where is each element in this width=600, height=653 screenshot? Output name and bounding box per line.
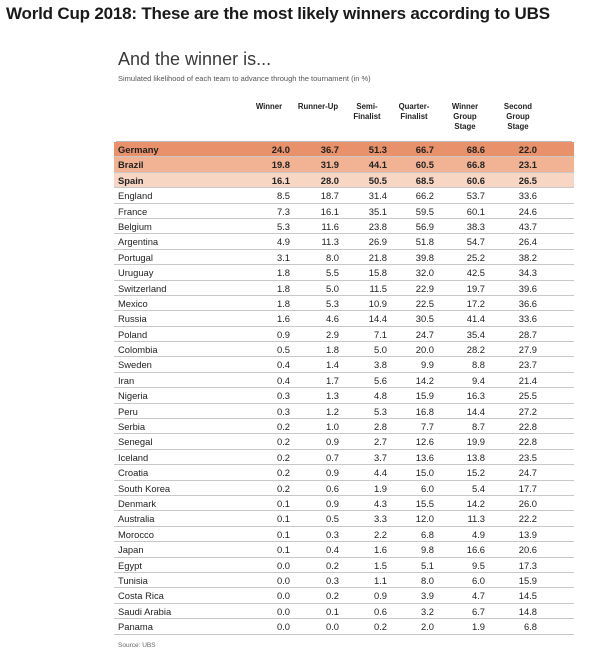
value-cell: 3.7 <box>373 451 387 463</box>
value-cell: 56.9 <box>415 220 434 232</box>
value-cell: 32.0 <box>415 267 434 279</box>
value-cell: 5.5 <box>325 267 339 279</box>
value-cell: 5.0 <box>325 282 339 294</box>
value-cell: 0.5 <box>325 513 339 525</box>
table-row <box>114 619 574 634</box>
value-cell: 53.7 <box>466 190 485 202</box>
column-header-line: Group <box>506 112 530 121</box>
value-cell: 0.1 <box>325 605 339 617</box>
team-name: Iran <box>118 374 135 386</box>
team-name: Uruguay <box>118 267 154 279</box>
table-body <box>114 142 574 635</box>
value-cell: 8.0 <box>325 251 339 263</box>
value-cell: 0.2 <box>325 559 339 571</box>
value-cell: 10.9 <box>368 297 387 309</box>
value-cell: 26.5 <box>518 174 537 186</box>
value-cell: 13.8 <box>466 451 485 463</box>
value-cell: 6.7 <box>471 605 485 617</box>
value-cell: 0.9 <box>373 590 387 602</box>
value-cell: 2.2 <box>373 528 387 540</box>
source-note: Source: UBS <box>118 642 156 649</box>
value-cell: 9.5 <box>471 559 485 571</box>
value-cell: 26.9 <box>368 236 387 248</box>
value-cell: 5.3 <box>276 220 290 232</box>
value-cell: 3.2 <box>420 605 434 617</box>
value-cell: 11.3 <box>467 513 485 525</box>
value-cell: 16.6 <box>466 544 485 556</box>
value-cell: 23.8 <box>368 220 387 232</box>
value-cell: 6.0 <box>471 574 485 586</box>
table-row <box>114 588 574 603</box>
value-cell: 14.8 <box>518 605 537 617</box>
table-row <box>114 327 574 342</box>
value-cell: 42.5 <box>466 267 485 279</box>
value-cell: 38.2 <box>518 251 537 263</box>
table-row <box>114 511 574 526</box>
team-name: Croatia <box>118 467 149 479</box>
column-header-line: Stage <box>454 122 476 131</box>
value-cell: 34.3 <box>518 267 537 279</box>
table-row <box>114 173 574 188</box>
table-row <box>114 558 574 573</box>
column-header-line: Group <box>453 112 477 121</box>
value-cell: 13.9 <box>518 528 537 540</box>
team-name: Peru <box>118 405 138 417</box>
value-cell: 22.8 <box>518 421 537 433</box>
value-cell: 44.1 <box>368 159 387 171</box>
value-cell: 24.7 <box>415 328 434 340</box>
team-name: Iceland <box>118 451 149 463</box>
value-cell: 68.5 <box>415 174 434 186</box>
value-cell: 24.7 <box>518 467 537 479</box>
team-name: South Korea <box>118 482 171 494</box>
value-cell: 8.7 <box>471 421 485 433</box>
value-cell: 19.8 <box>271 159 290 171</box>
value-cell: 38.3 <box>466 220 485 232</box>
value-cell: 3.8 <box>373 359 387 371</box>
column-header-line: Stage <box>507 122 529 131</box>
value-cell: 51.8 <box>415 236 434 248</box>
value-cell: 41.4 <box>466 313 485 325</box>
value-cell: 9.4 <box>471 374 485 386</box>
value-cell: 0.3 <box>325 574 339 586</box>
value-cell: 15.9 <box>415 390 434 402</box>
value-cell: 1.5 <box>373 559 387 571</box>
team-name: Egypt <box>118 559 142 571</box>
value-cell: 0.0 <box>325 621 339 633</box>
value-cell: 7.7 <box>420 421 434 433</box>
value-cell: 8.5 <box>276 190 290 202</box>
value-cell: 1.8 <box>276 282 290 294</box>
value-cell: 14.2 <box>466 497 485 509</box>
team-name: Poland <box>118 328 148 340</box>
table-row <box>114 188 574 203</box>
value-cell: 1.7 <box>325 374 339 386</box>
value-cell: 28.7 <box>518 328 537 340</box>
team-name: France <box>118 205 148 217</box>
value-cell: 5.3 <box>325 297 339 309</box>
value-cell: 2.7 <box>373 436 387 448</box>
team-name: Nigeria <box>118 390 148 402</box>
value-cell: 60.1 <box>466 205 485 217</box>
column-header-line: Finalist <box>353 112 381 121</box>
value-cell: 28.2 <box>466 344 485 356</box>
table-row <box>114 496 574 511</box>
value-cell: 7.1 <box>373 328 387 340</box>
value-cell: 1.8 <box>276 297 290 309</box>
value-cell: 4.3 <box>373 497 387 509</box>
value-cell: 12.6 <box>415 436 434 448</box>
value-cell: 9.8 <box>420 544 434 556</box>
value-cell: 0.0 <box>276 605 290 617</box>
value-cell: 0.9 <box>325 436 339 448</box>
value-cell: 4.8 <box>373 390 387 402</box>
value-cell: 59.5 <box>415 205 434 217</box>
value-cell: 22.5 <box>415 297 434 309</box>
value-cell: 0.6 <box>325 482 339 494</box>
value-cell: 1.2 <box>325 405 339 417</box>
value-cell: 0.2 <box>276 436 290 448</box>
value-cell: 22.0 <box>518 144 537 155</box>
value-cell: 0.3 <box>276 405 290 417</box>
value-cell: 9.9 <box>420 359 434 371</box>
value-cell: 0.3 <box>325 528 339 540</box>
value-cell: 51.3 <box>368 144 387 155</box>
value-cell: 1.4 <box>325 359 339 371</box>
value-cell: 5.1 <box>420 559 434 571</box>
column-header-line: Runner-Up <box>297 102 339 111</box>
value-cell: 5.6 <box>373 374 387 386</box>
value-cell: 0.4 <box>276 359 290 371</box>
value-cell: 66.7 <box>415 144 434 155</box>
value-cell: 4.6 <box>325 313 339 325</box>
value-cell: 3.3 <box>373 513 387 525</box>
table-row <box>114 465 574 480</box>
column-header-line: Winner <box>255 102 283 111</box>
value-cell: 7.3 <box>276 205 290 217</box>
value-cell: 26.0 <box>518 497 537 509</box>
value-cell: 11.6 <box>321 220 339 232</box>
table-title: And the winner is... <box>118 49 272 69</box>
value-cell: 6.0 <box>420 482 434 494</box>
team-name: Australia <box>118 513 155 525</box>
table-row <box>114 527 574 542</box>
team-name: England <box>118 190 153 202</box>
value-cell: 21.4 <box>518 374 537 386</box>
value-cell: 16.1 <box>271 174 290 186</box>
value-cell: 13.6 <box>415 451 434 463</box>
page-headline: World Cup 2018: These are the most likely winners according to UBS <box>6 4 550 23</box>
table-row <box>114 281 574 296</box>
table-row <box>114 342 574 357</box>
value-cell: 14.4 <box>368 313 387 325</box>
value-cell: 54.7 <box>466 236 485 248</box>
value-cell: 1.9 <box>471 621 485 633</box>
team-name: Morocco <box>118 528 154 540</box>
value-cell: 43.7 <box>518 220 537 232</box>
value-cell: 1.6 <box>276 313 290 325</box>
table-row <box>114 604 574 619</box>
value-cell: 4.9 <box>276 236 290 248</box>
value-cell: 39.6 <box>518 282 537 294</box>
table-row <box>114 404 574 419</box>
value-cell: 0.9 <box>325 497 339 509</box>
value-cell: 14.4 <box>466 405 485 417</box>
value-cell: 0.2 <box>276 451 290 463</box>
value-cell: 0.1 <box>276 544 290 556</box>
table-card <box>114 44 574 649</box>
value-cell: 6.8 <box>420 528 434 540</box>
value-cell: 30.5 <box>415 313 434 325</box>
value-cell: 26.4 <box>518 236 537 248</box>
value-cell: 16.1 <box>320 205 339 217</box>
value-cell: 0.4 <box>276 374 290 386</box>
value-cell: 0.0 <box>276 574 290 586</box>
team-name: Sweden <box>118 359 152 371</box>
team-name: Costa Rica <box>118 590 164 602</box>
team-name: Colombia <box>118 344 158 356</box>
value-cell: 24.0 <box>271 144 290 155</box>
value-cell: 1.3 <box>325 390 339 402</box>
value-cell: 5.0 <box>373 344 387 356</box>
value-cell: 68.6 <box>466 144 485 155</box>
value-cell: 0.0 <box>276 559 290 571</box>
team-name: Panama <box>118 621 153 633</box>
team-name: Spain <box>118 174 144 186</box>
value-cell: 0.3 <box>276 390 290 402</box>
value-cell: 15.0 <box>415 467 434 479</box>
value-cell: 22.9 <box>415 282 434 294</box>
value-cell: 20.6 <box>518 544 537 556</box>
value-cell: 0.2 <box>373 621 387 633</box>
value-cell: 4.9 <box>471 528 485 540</box>
value-cell: 1.6 <box>373 544 387 556</box>
table-row <box>114 234 574 249</box>
team-name: Brazil <box>118 159 144 171</box>
table-row <box>114 542 574 557</box>
value-cell: 17.3 <box>518 559 537 571</box>
value-cell: 2.9 <box>325 328 339 340</box>
value-cell: 12.0 <box>415 513 434 525</box>
value-cell: 25.5 <box>518 390 537 402</box>
table-row <box>114 419 574 434</box>
value-cell: 28.0 <box>320 174 339 186</box>
value-cell: 39.8 <box>415 251 434 263</box>
value-cell: 19.9 <box>466 436 485 448</box>
table-row <box>114 573 574 588</box>
value-cell: 66.2 <box>415 190 434 202</box>
value-cell: 15.9 <box>518 574 537 586</box>
table-subtitle: Simulated likelihood of each team to advance through the tournament (in %) <box>118 74 371 83</box>
value-cell: 4.4 <box>373 467 387 479</box>
column-header-line: Semi- <box>356 102 378 111</box>
value-cell: 36.7 <box>320 144 339 155</box>
value-cell: 14.2 <box>415 374 434 386</box>
value-cell: 3.9 <box>420 590 434 602</box>
team-name: Senegal <box>118 436 153 448</box>
table-row <box>114 373 574 388</box>
value-cell: 23.1 <box>518 159 537 171</box>
column-header-line: Finalist <box>400 112 428 121</box>
value-cell: 0.2 <box>276 421 290 433</box>
value-cell: 22.2 <box>518 513 537 525</box>
value-cell: 23.7 <box>518 359 537 371</box>
value-cell: 1.9 <box>373 482 387 494</box>
team-name: Tunisia <box>118 574 148 586</box>
team-name: Russia <box>118 313 147 325</box>
team-name: Germany <box>118 144 159 155</box>
team-name: Mexico <box>118 297 148 309</box>
value-cell: 1.8 <box>325 344 339 356</box>
value-cell: 18.7 <box>320 190 339 202</box>
value-cell: 60.5 <box>415 159 434 171</box>
value-cell: 0.4 <box>325 544 339 556</box>
table-row <box>114 311 574 326</box>
value-cell: 4.7 <box>471 590 485 602</box>
team-name: Saudi Arabia <box>118 605 172 617</box>
value-cell: 14.5 <box>518 590 537 602</box>
value-cell: 17.7 <box>518 482 537 494</box>
value-cell: 0.5 <box>276 344 290 356</box>
value-cell: 15.2 <box>466 467 485 479</box>
table-row <box>114 250 574 265</box>
value-cell: 2.0 <box>420 621 434 633</box>
column-header <box>488 102 548 132</box>
value-cell: 0.6 <box>373 605 387 617</box>
value-cell: 24.6 <box>518 205 537 217</box>
value-cell: 6.8 <box>523 621 537 633</box>
value-cell: 66.8 <box>466 159 485 171</box>
value-cell: 31.9 <box>320 159 339 171</box>
value-cell: 0.0 <box>276 590 290 602</box>
value-cell: 16.3 <box>466 390 485 402</box>
table-row <box>114 481 574 496</box>
value-cell: 50.5 <box>368 174 387 186</box>
table-row <box>114 296 574 311</box>
value-cell: 0.1 <box>276 528 290 540</box>
column-header-line: Second <box>503 102 533 111</box>
value-cell: 27.9 <box>518 344 537 356</box>
team-name: Belgium <box>118 220 152 232</box>
team-name: Denmark <box>118 497 157 509</box>
table-row <box>114 142 574 157</box>
table-row <box>114 357 574 372</box>
value-cell: 11.3 <box>321 236 339 248</box>
value-cell: 0.2 <box>276 482 290 494</box>
value-cell: 20.0 <box>415 344 434 356</box>
value-cell: 5.3 <box>373 405 387 417</box>
value-cell: 11.5 <box>369 282 387 294</box>
value-cell: 5.4 <box>471 482 485 494</box>
value-cell: 8.0 <box>420 574 434 586</box>
value-cell: 60.6 <box>466 174 485 186</box>
value-cell: 15.8 <box>368 267 387 279</box>
value-cell: 0.1 <box>276 497 290 509</box>
table-row <box>114 219 574 234</box>
value-cell: 0.0 <box>276 621 290 633</box>
table-row <box>114 450 574 465</box>
value-cell: 3.1 <box>276 251 290 263</box>
value-cell: 8.8 <box>471 359 485 371</box>
value-cell: 0.1 <box>276 513 290 525</box>
value-cell: 16.8 <box>415 405 434 417</box>
value-cell: 23.5 <box>518 451 537 463</box>
column-header-line: Winner <box>451 102 479 111</box>
team-name: Portugal <box>118 251 153 263</box>
value-cell: 22.8 <box>518 436 537 448</box>
value-cell: 33.6 <box>518 190 537 202</box>
value-cell: 1.0 <box>325 421 339 433</box>
table-row <box>114 434 574 449</box>
value-cell: 15.5 <box>415 497 434 509</box>
value-cell: 0.9 <box>276 328 290 340</box>
table-row <box>114 265 574 280</box>
value-cell: 0.2 <box>276 467 290 479</box>
value-cell: 31.4 <box>368 190 387 202</box>
team-name: Argentina <box>118 236 159 248</box>
team-name: Serbia <box>118 421 146 433</box>
value-cell: 0.7 <box>325 451 339 463</box>
value-cell: 1.1 <box>373 574 387 586</box>
value-cell: 0.9 <box>325 467 339 479</box>
table-row <box>114 388 574 403</box>
value-cell: 21.8 <box>368 251 387 263</box>
value-cell: 25.2 <box>466 251 485 263</box>
team-name: Japan <box>118 544 144 556</box>
value-cell: 36.6 <box>518 297 537 309</box>
table-row <box>114 157 574 172</box>
value-cell: 0.2 <box>325 590 339 602</box>
column-header <box>435 102 495 132</box>
value-cell: 1.8 <box>276 267 290 279</box>
value-cell: 35.4 <box>466 328 485 340</box>
value-cell: 17.2 <box>466 297 485 309</box>
table-row <box>114 204 574 219</box>
value-cell: 27.2 <box>518 405 537 417</box>
value-cell: 2.8 <box>373 421 387 433</box>
value-cell: 33.6 <box>518 313 537 325</box>
value-cell: 35.1 <box>368 205 387 217</box>
value-cell: 19.7 <box>466 282 485 294</box>
team-name: Switzerland <box>118 282 167 294</box>
column-header-line: Quarter- <box>398 102 430 111</box>
